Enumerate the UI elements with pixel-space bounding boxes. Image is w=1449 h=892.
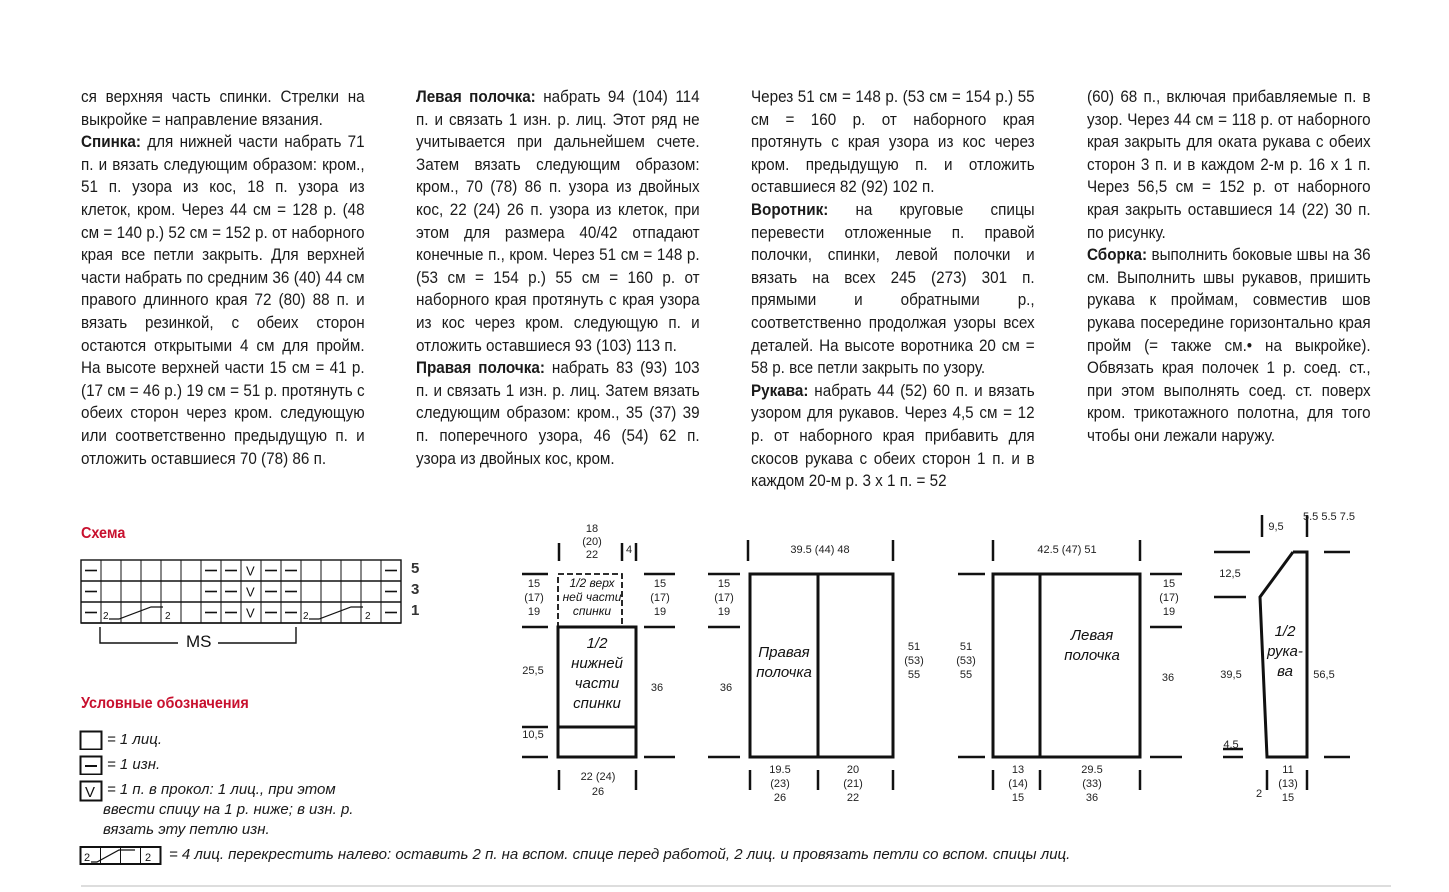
legend-slip-3: вязать эту петлю изн. (103, 821, 270, 838)
slip-stitch-icon (79, 780, 109, 802)
svg-text:36: 36 (1161, 672, 1175, 684)
svg-text:19: 19 (527, 606, 541, 618)
paragraph (751, 380, 1035, 493)
cable-mark (109, 607, 163, 619)
purl-symbol-icon (79, 755, 109, 775)
legend-cable: = 4 лиц. перекрестить налево: оставить 2 п. на вспом. спице перед работой, 2 лиц. и провязать петли со вспом. спицы лиц. (169, 846, 1071, 863)
svg-text:рука-: рука- (1267, 643, 1303, 660)
section-lead: Спинка: (81, 133, 141, 152)
paragraph (416, 357, 700, 470)
svg-text:19.5: 19.5 (769, 764, 791, 776)
svg-text:(14): (14) (1008, 778, 1028, 790)
paragraph-text: ся верхняя часть спинки. Стрелки на выкройке = направление вязания. (81, 88, 365, 129)
svg-text:15: 15 (1011, 792, 1025, 804)
row-number-3: 3 (411, 581, 420, 598)
paragraph-text: (60) 68 п., включая прибавляемые п. в узор. Через 44 см = 118 р. от наборного края закрыть для оката рукава с обеих сторон 3 п. и в каждом 2-м р. 16 х 1 п. Через 56,5 см = 152 р. от наборного края закрыть оставшиеся 14 (22) 30 п. по рисунку. (1087, 88, 1371, 242)
svg-text:(13): (13) (1278, 778, 1298, 790)
paragraph (1087, 244, 1371, 447)
svg-text:22 (24): 22 (24) (580, 771, 616, 783)
svg-text:(17): (17) (650, 592, 670, 604)
paragraph-text: Через 51 см = 148 р. (53 см = 154 р.) 55 см = 160 р. от наборного края протянуть с края узора из кос через кром. предыдущую п. и отложить оставшиеся 82 (92) 102 п. (751, 88, 1035, 197)
knit-symbol-icon (79, 730, 109, 750)
section-lead: Рукава: (751, 381, 809, 400)
paragraph (751, 86, 1035, 199)
slip-mark: V (246, 563, 255, 579)
svg-text:36: 36 (719, 682, 733, 694)
knitting-chart (78, 555, 428, 655)
section-lead: Сборка: (1087, 246, 1148, 265)
svg-text:22: 22 (585, 549, 599, 561)
paragraph (1087, 86, 1371, 244)
svg-text:(17): (17) (524, 592, 544, 604)
svg-text:(17): (17) (1159, 592, 1179, 604)
svg-text:36: 36 (650, 682, 664, 694)
svg-text:56,5: 56,5 (1313, 669, 1335, 681)
cable-mark (309, 607, 363, 619)
svg-text:(33): (33) (1082, 778, 1102, 790)
svg-text:51: 51 (907, 641, 921, 653)
svg-text:Левая: Левая (1070, 627, 1114, 644)
svg-text:4,5: 4,5 (1223, 739, 1239, 751)
svg-text:26: 26 (773, 792, 787, 804)
svg-text:55: 55 (907, 669, 921, 681)
slip-mark: V (246, 605, 255, 621)
svg-text:(23): (23) (770, 778, 790, 790)
row-number-5: 5 (411, 560, 420, 577)
garment-schematic (510, 505, 1390, 810)
svg-text:полочка: полочка (756, 664, 812, 681)
svg-text:15: 15 (527, 578, 541, 590)
svg-text:(53): (53) (904, 655, 924, 667)
svg-text:51: 51 (959, 641, 973, 653)
legend-heading: Условные обозначения (81, 695, 249, 712)
text-column-4 (1087, 86, 1371, 448)
svg-text:11: 11 (1282, 764, 1294, 776)
svg-text:(21): (21) (843, 778, 863, 790)
paragraph-text: на круговые спицы перевести отложенные п. правой полочки, спинки, левой полочки и вязать на всех 245 (273) 301 п. прямыми и обратными р., соответственно продолжая узоры всех деталей. На высоте воротника 20 см = 58 р. все петли закрыть по узору. (751, 200, 1035, 378)
svg-text:спинки: спинки (573, 695, 621, 712)
svg-text:25,5: 25,5 (522, 665, 544, 677)
cable-number: 2 (103, 611, 109, 622)
slip-mark: V (246, 584, 255, 600)
svg-text:полочка: полочка (1064, 647, 1120, 664)
svg-text:18: 18 (585, 523, 599, 535)
svg-text:15: 15 (717, 578, 731, 590)
legend-slip-2: ввести спицу на 1 р. ниже; в изн. р. (103, 801, 354, 818)
cable-number: 2 (365, 611, 371, 622)
legend-knit: = 1 лиц. (107, 731, 162, 748)
svg-text:(53): (53) (956, 655, 976, 667)
svg-text:19: 19 (1162, 606, 1176, 618)
svg-text:4: 4 (625, 544, 633, 556)
svg-text:12,5: 12,5 (1219, 568, 1241, 580)
svg-text:Правая: Правая (758, 644, 810, 661)
svg-text:1/2: 1/2 (586, 635, 608, 652)
svg-text:9,5: 9,5 (1268, 521, 1284, 533)
svg-text:15: 15 (1281, 792, 1295, 804)
legend-slip-1: = 1 п. в прокол: 1 лиц., при этом (107, 781, 336, 798)
svg-text:5.5 5.5 7.5: 5.5 5.5 7.5 (1303, 511, 1355, 523)
cable-cross-icon (79, 845, 165, 867)
svg-text:спинки: спинки (572, 604, 612, 618)
svg-text:(20): (20) (582, 536, 602, 548)
paragraph-text: для нижней части набрать 71 п. и вязать следующим образом: кром., 51 п. узора из кос, 18 п. узора из клеток, кром. Через 44 см = 128 р. (48 см = 140 р.) 52 см = 152 р. от наборного края все петли закрыть. Для верхней части набрать по средним 36 (40) 44 см правого длинного края 72 (80) 88 п. и вязать резинкой, с обеих сторон остаются открытыми 4 см для пройм. На высоте верхней части 15 см = 41 р. (17 см = 46 р.) 19 см = 51 р. протянуть с обеих сторон через кром. следующую или соответственно предыдущую п. и отложить оставшиеся 70 (78) 86 п. (81, 133, 365, 468)
svg-text:39.5 (44) 48: 39.5 (44) 48 (790, 544, 850, 556)
svg-text:19: 19 (717, 606, 731, 618)
svg-text:29.5: 29.5 (1081, 764, 1103, 776)
svg-text:ней части: ней части (562, 590, 622, 604)
paragraph-text: выполнить боковые швы на 36 см. Выполнить швы рукавов, пришить рукава к проймам, совместив шов рукава посередине горизонтально края пройм (= также см.• на выкройке). Обвязать края полочек 1 р. соед. ст., при этом выполнять соед. ст. поверх кром. трикотажного полотна, для того чтобы они лежали наружу. (1087, 246, 1371, 445)
svg-text:20: 20 (846, 764, 860, 776)
text-column-3 (751, 86, 1035, 493)
repeat-label: MS (186, 632, 212, 651)
svg-text:2: 2 (145, 852, 152, 864)
svg-text:2: 2 (84, 852, 91, 864)
paragraph (751, 199, 1035, 380)
svg-text:19: 19 (653, 606, 667, 618)
svg-text:1/2: 1/2 (1274, 623, 1296, 640)
text-column-2 (416, 86, 700, 470)
svg-text:нижней: нижней (571, 655, 623, 672)
paragraph (81, 86, 365, 131)
svg-text:13: 13 (1011, 764, 1025, 776)
bottom-divider (81, 885, 1391, 887)
section-lead: Левая полочка: (416, 88, 536, 106)
paragraph (416, 86, 700, 357)
svg-text:15: 15 (653, 578, 667, 590)
section-lead: Воротник: (751, 200, 829, 219)
svg-text:1/2 верх: 1/2 верх (569, 576, 615, 590)
paragraph-text: набрать 94 (104) 114 п. и связать 1 изн. р. лиц. Этот ряд не учитывается при дальнейшем счете. Затем вязать следующим образом: кром., 70 (78) 86 п. узора из двойных кос, 22 (24) 26 п. узора из клеток, при этом для размера 40/42 отпадают конечные п., кром. Через 51 см = 148 р. (53 см = 154 р.) 55 см = 160 р. от наборного края протянуть с края узора из кос через кром. следующую п. и отложить оставшиеся 93 (103) 113 п. (416, 88, 700, 355)
svg-text:10,5: 10,5 (522, 729, 544, 741)
svg-text:(17): (17) (714, 592, 734, 604)
svg-text:39,5: 39,5 (1220, 669, 1242, 681)
svg-text:22: 22 (846, 792, 860, 804)
cable-number: 2 (303, 611, 309, 622)
row-number-1: 1 (411, 602, 420, 619)
svg-text:36: 36 (1085, 792, 1099, 804)
paragraph-text: набрать 44 (52) 60 п. и вязать узором для рукавов. Через 4,5 см = 12 р. от наборного края прибавить для скосов рукава с обеих сторон 1 п. и в каждом 20-м р. 3 х 1 п. = 52 (751, 381, 1035, 491)
left-front-piece (958, 540, 1182, 790)
svg-text:42.5 (47) 51: 42.5 (47) 51 (1037, 544, 1097, 556)
svg-text:2: 2 (1255, 788, 1263, 800)
paragraph-text: набрать 83 (93) 103 п. и связать 1 изн. р. лиц. Затем вязать следующим образом: кром., 35 (37) 39 п. поперечного узора, 46 (54) 62 п. узора из двойных кос, кром. (416, 359, 700, 468)
svg-text:15: 15 (1162, 578, 1176, 590)
section-lead: Правая полочка: (416, 359, 545, 378)
legend-purl: = 1 изн. (107, 756, 161, 773)
svg-text:ва: ва (1277, 663, 1293, 680)
paragraph (81, 131, 365, 470)
scheme-heading: Схема (81, 525, 126, 542)
svg-text:части: части (574, 675, 620, 692)
text-column-1 (81, 86, 365, 470)
cable-number: 2 (165, 611, 171, 622)
svg-text:V: V (85, 784, 96, 801)
svg-text:26: 26 (591, 786, 605, 798)
svg-text:55: 55 (959, 669, 973, 681)
